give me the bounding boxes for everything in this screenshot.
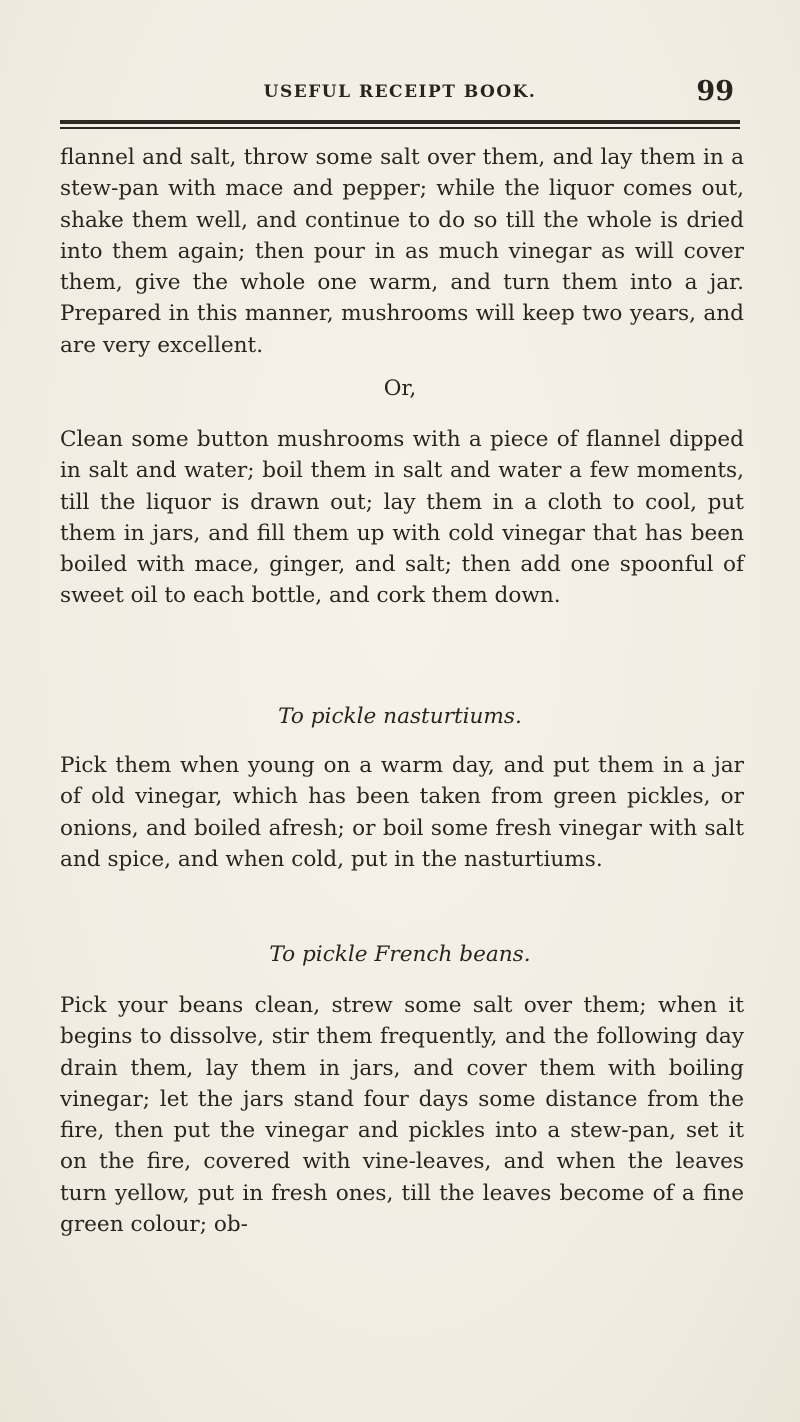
paragraph-text: Clean some button mushrooms with a piece of flannel dipped in salt and water; boil them in salt and water a few moments, till the liquor is drawn out; lay them in a cloth to cool, put them in jars, and fill them up with cold vinegar that has been boiled with mace, ginger, and salt; then add one spoonful of sweet oil to each bottle, and cork them down. [60, 427, 744, 609]
paragraph-text: Pick them when young on a warm day, and put them in a jar of old vinegar, which has been taken from green pickles, or onions, and boiled afresh; or boil some fresh vinegar with salt and spice, and when cold, put in the nasturtiums. [60, 753, 744, 872]
paragraph-mushrooms-continued [60, 142, 744, 361]
running-head-title: USEFUL RECEIPT BOOK. [263, 82, 537, 102]
paragraph-nasturtiums [60, 750, 744, 875]
heading-pickle-french-beans: To pickle French beans. [269, 942, 531, 967]
page-number: 99 [696, 76, 734, 107]
running-head [60, 76, 740, 116]
paragraph-text: flannel and salt, throw some salt over them, and lay them in a stew-pan with mace and pepper; while the liquor comes out, shake them well, and continue to do so till the whole is dried into them again; then pour in as much vinegar as will cover them, give the whole one warm, and turn them into a jar. Prepared in this manner, mushrooms will keep two years, and are very excellent. [60, 145, 744, 358]
paragraph-french-beans [60, 990, 744, 1240]
header-rule-thick [60, 120, 740, 124]
paragraph-text: Pick your beans clean, strew some salt over them; when it begins to dissolve, stir them frequently, and the following day drain them, lay them in jars, and cover them with boiling vinegar; let the jars stand four days some distance from the fire, then put the vinegar and pickles into a stew-pan, set it on the fire, covered with vine-leaves, and when the leaves turn yellow, put in fresh ones, till the leaves become of a fine green colour; ob- [60, 993, 744, 1238]
heading-pickle-nasturtiums: To pickle nasturtiums. [278, 704, 522, 729]
header-rule-thin [60, 127, 740, 129]
paragraph-button-mushrooms [60, 424, 744, 612]
heading-or: Or, [383, 376, 417, 401]
